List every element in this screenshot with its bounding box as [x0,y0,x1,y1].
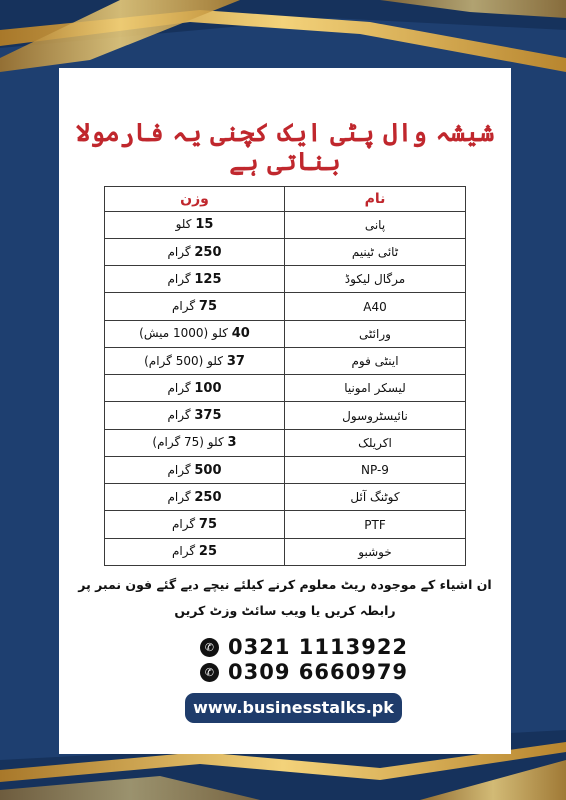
weight-unit: کلو (500 گرام) [144,353,223,368]
table-row [105,347,466,374]
weight-unit: گرام [171,544,196,559]
table-row [105,211,466,238]
name-cell: ورائٹی [285,320,466,347]
weight-unit: گرام [171,299,196,314]
weight-amount: 100 [194,380,222,396]
table-row [105,320,466,347]
name-cell: NP-9 [285,456,466,483]
website-link[interactable]: www.businesstalks.pk [185,693,402,723]
table-row [105,266,466,293]
name-cell: اینٹی فوم [285,347,466,374]
weight-unit: گرام [167,244,191,259]
table-row [105,538,466,565]
weight-unit: گرام [167,380,191,395]
table-row [105,293,466,320]
name-cell: نائیسٹروسول [285,402,466,429]
weight-amount: 250 [194,244,222,260]
weight-cell [105,266,285,293]
weight-unit: کلو (75 گرام) [152,435,224,450]
table-row [105,402,466,429]
weight-cell [105,238,285,265]
ingredients-table [104,186,466,566]
phone-number-2[interactable]: 0309 6660979 [228,660,409,684]
table-row [105,456,466,483]
name-cell: خوشبو [285,538,466,565]
name-cell: لیسکر امونیا [285,375,466,402]
weight-unit: گرام [167,408,191,423]
phone-contact-2[interactable] [200,659,408,685]
name-cell: مرگال لیکوڈ [285,266,466,293]
weight-unit: گرام [167,271,191,286]
weight-unit: گرام [167,489,191,504]
weight-amount: 37 [226,353,245,369]
weight-amount: 250 [194,489,222,505]
weight-cell [105,456,285,483]
name-cell: اکریلک [285,429,466,456]
table-row [105,429,466,456]
weight-cell [105,402,285,429]
table-row [105,484,466,511]
weight-column-header: وزن [105,187,285,212]
name-cell: پانی [285,211,466,238]
weight-amount: 125 [194,271,222,287]
info-text-line-1: ان اشیاء کے موجودہ ریٹ معلوم کرنے کیلئے نیچے دیے گئے فون نمبر پر [78,577,492,592]
weight-amount: 3 [227,435,237,451]
name-cell: ٹائی ٹینیم [285,238,466,265]
weight-unit: کلو (1000 میش) [139,326,228,341]
phone-contact-1[interactable] [200,634,408,660]
weight-unit: گرام [167,462,191,477]
weight-amount: 15 [195,217,214,233]
weight-unit: گرام [171,517,196,532]
table-row [105,375,466,402]
weight-cell [105,538,285,565]
weight-amount: 40 [231,326,250,342]
weight-cell [105,211,285,238]
weight-cell [105,375,285,402]
whatsapp-icon: ✆ [200,663,219,682]
name-cell: PTF [285,511,466,538]
weight-cell [105,347,285,374]
weight-amount: 75 [198,299,218,315]
weight-cell [105,429,285,456]
weight-cell [105,511,285,538]
info-text-line-2: رابطہ کریں یا ویب سائٹ وزٹ کریں [174,603,396,618]
weight-unit: کلو [175,217,192,232]
name-column-header: نام [285,187,466,212]
table-header-row [105,187,466,212]
name-cell: کوٹنگ آئل [285,484,466,511]
weight-amount: 75 [198,517,218,533]
page-title: شیشہ وال پٹی ایک کچنی یہ فارمولا بناتی ہے [75,118,495,176]
weight-cell [105,293,285,320]
phone-number-1[interactable]: 0321 1113922 [228,635,409,659]
whatsapp-icon: ✆ [200,638,219,657]
table-row [105,238,466,265]
weight-cell [105,320,285,347]
weight-amount: 500 [194,462,222,478]
weight-amount: 25 [198,544,218,560]
name-cell: A40 [285,293,466,320]
table-row [105,511,466,538]
weight-amount: 375 [194,408,222,424]
weight-cell [105,484,285,511]
